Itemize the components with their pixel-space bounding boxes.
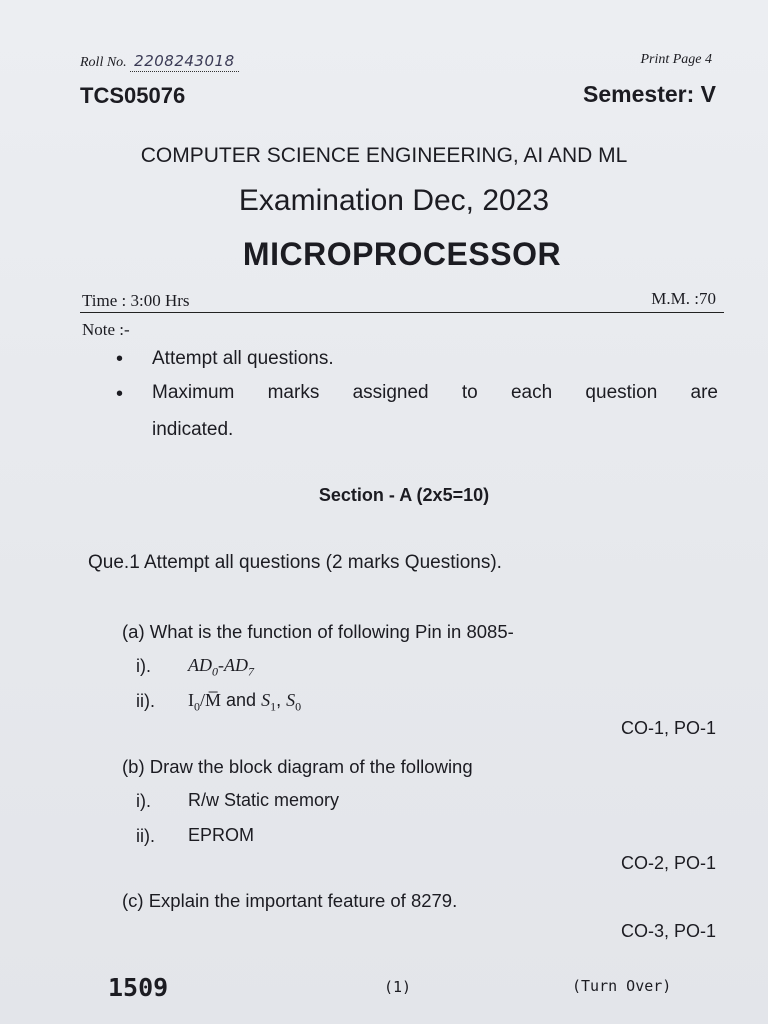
item-number: ii). (136, 691, 155, 711)
department-heading: COMPUTER SCIENCE ENGINEERING, AI AND ML (140, 144, 628, 167)
roll-number-label: Roll No. (80, 55, 127, 70)
pin-ad-item (188, 655, 254, 680)
course-outcome-label: CO-1, PO-1 (620, 718, 716, 738)
part-c-question: (c) Explain the important feature of 8279. (122, 890, 458, 911)
pin-io-item (188, 690, 301, 715)
print-page-label: Print Page 4 (640, 52, 712, 67)
roll-number-value: 2208243018 (134, 52, 235, 70)
pin-subscript: 0 (212, 664, 218, 679)
part-b-question: (b) Draw the block diagram of the following (122, 756, 473, 777)
item-number: i). (136, 656, 151, 676)
course-outcome-label: CO-2, PO-1 (620, 853, 716, 873)
exam-heading: Examination Dec, 2023 (238, 184, 550, 217)
pin-text: I (188, 690, 194, 710)
pin-subscript: 7 (248, 664, 254, 679)
pin-subscript: 0 (295, 699, 302, 714)
note-label: Note :- (82, 320, 130, 339)
note-item-continued: indicated. (152, 419, 234, 440)
max-marks: M.M. :70 (651, 289, 716, 308)
roll-number-field (130, 52, 238, 72)
course-outcome-label: CO-3, PO-1 (620, 921, 716, 941)
note-item: Attempt all questions. (152, 348, 334, 369)
list-item: R/w Static memory (188, 790, 340, 810)
semester-label: Semester: V (583, 81, 716, 107)
list-item: EPROM (188, 825, 255, 845)
turn-over-label: (Turn Over) (572, 977, 672, 995)
header-divider (80, 312, 724, 313)
pin-text: S (286, 690, 296, 710)
item-number: ii). (136, 826, 155, 846)
note-item: Maximum marks assigned to each question are (152, 382, 718, 403)
time-allowed: Time : 3:00 Hrs (82, 291, 190, 310)
bullet-icon: • (116, 348, 124, 370)
pin-text: AD (188, 655, 212, 675)
item-number: i). (136, 791, 151, 811)
section-heading: Section - A (2x5=10) (318, 485, 490, 505)
pin-text: and (221, 690, 262, 710)
subject-title: MICROPROCESSOR (242, 236, 562, 272)
course-code: TCS05076 (80, 83, 186, 108)
paper-code: 1509 (108, 973, 169, 1002)
bullet-icon: • (116, 383, 124, 405)
page-number: (1) (384, 978, 412, 996)
pin-subscript: 1 (270, 699, 277, 714)
pin-text: /M̅ (200, 690, 222, 710)
pin-subscript: 0 (194, 699, 200, 714)
pin-text: S (261, 690, 271, 710)
question-heading: Que.1 Attempt all questions (2 marks Questions). (88, 552, 502, 573)
pin-text: -AD (218, 655, 248, 675)
pin-text: , (276, 690, 287, 710)
roll-number (80, 52, 239, 72)
part-a-question: (a) What is the function of following Pin in 8085- (122, 621, 514, 642)
